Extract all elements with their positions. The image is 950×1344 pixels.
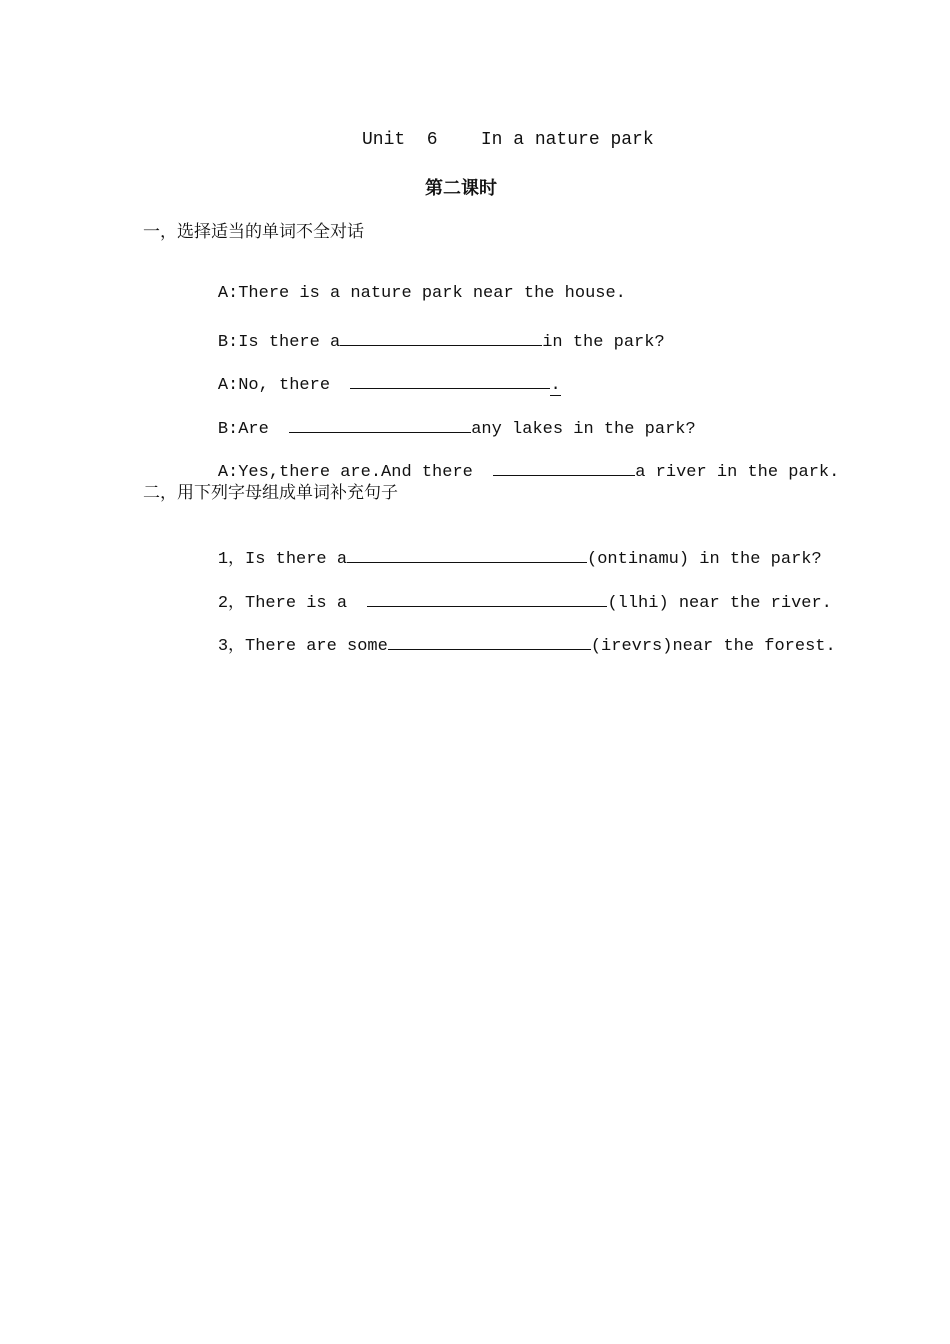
dialogue-line-3-before: A:No, there [217, 376, 351, 395]
word-blank-1[interactable] [347, 544, 587, 563]
dialogue-line-2-after: in the park? [542, 333, 665, 352]
lesson-subtitle: 第二课时 [425, 178, 497, 199]
sentence-line-1-before: 1，Is there a [217, 550, 348, 569]
sentence-line-2-after: (llhi) near the river. [607, 594, 832, 613]
sentence-line-1-after: (ontinamu) in the park? [587, 550, 822, 569]
sentence-line-3-after: (irevrs)near the forest. [590, 637, 836, 656]
dialogue-line-4-before: B:Are [217, 420, 290, 439]
section-2-heading: 二，用下列字母组成单词补充句子 [143, 483, 398, 503]
dialogue-line-5-before: A:Yes,there are.And there [217, 463, 494, 482]
dialogue-line-5-after: a river in the park. [635, 463, 840, 482]
dialogue-line-3-after: . [550, 376, 561, 395]
sentence-line-3 [177, 609, 836, 680]
sentence-line-3-before: 3，There are some [217, 637, 388, 656]
dialogue-line-2-before: B:Is there a [217, 333, 341, 352]
dialogue-line-4-after: any lakes in the park? [471, 420, 696, 439]
answer-blank-3[interactable] [289, 414, 471, 433]
word-blank-2[interactable] [367, 588, 607, 607]
answer-blank-4[interactable] [493, 457, 635, 476]
answer-blank-1[interactable] [340, 327, 542, 346]
dialogue-line-1-text: A:There is a nature park near the house. [217, 284, 626, 303]
section-1-heading: 一，选择适当的单词不全对话 [143, 222, 364, 242]
sentence-line-2-before: 2，There is a [217, 594, 368, 613]
word-blank-3[interactable] [388, 631, 591, 650]
page-title: Unit 6 In a nature park [362, 130, 654, 150]
answer-blank-2[interactable] [350, 370, 550, 389]
